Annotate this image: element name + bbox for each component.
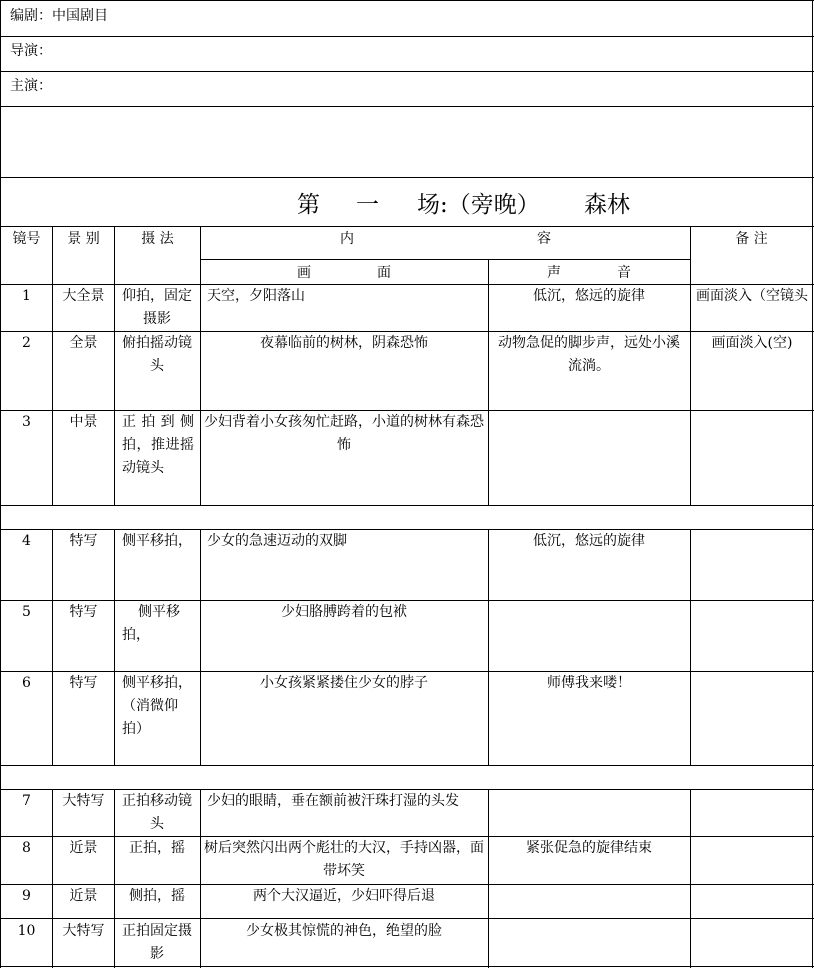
sound-content: 师傅我来喽！ xyxy=(547,675,631,691)
rule xyxy=(690,529,691,765)
shot-size: 特写 xyxy=(69,533,98,549)
rule xyxy=(488,789,489,968)
rule xyxy=(690,789,691,968)
shot-size: 大全景 xyxy=(62,288,105,304)
shot-size: 中景 xyxy=(69,414,98,430)
shot-size: 大特写 xyxy=(62,923,105,939)
picture-content: 夜幕临前的树林，阴森恐怖 xyxy=(260,335,428,351)
rule xyxy=(114,529,115,765)
picture-content: 天空，夕阳落山 xyxy=(207,288,305,304)
col-shot-no: 镜号 xyxy=(12,231,41,247)
col-shot-size: 景 别 xyxy=(67,231,100,247)
rule xyxy=(0,505,814,506)
border-top xyxy=(0,0,814,1)
shot-number: 7 xyxy=(22,793,31,809)
picture-content: 两个大汉逼近，少妇吓得后退 xyxy=(253,888,435,904)
rule xyxy=(488,529,489,765)
col-camera: 摄 法 xyxy=(141,231,174,247)
scene-title-part4: 森林 xyxy=(584,192,630,218)
rule xyxy=(200,789,201,968)
remarks: 画面淡入（空镜头 xyxy=(696,288,808,304)
rule xyxy=(0,918,814,919)
scene-title-part1: 第 xyxy=(297,192,320,218)
picture-content: 少女的急速迈动的双脚 xyxy=(207,533,347,549)
shot-size: 近景 xyxy=(69,840,98,856)
shot-number: 6 xyxy=(22,675,31,691)
rule xyxy=(200,259,690,260)
col-sound-b: 音 xyxy=(617,265,631,281)
rule xyxy=(690,226,691,505)
shot-number: 2 xyxy=(22,335,31,351)
rule xyxy=(0,765,814,766)
col-picture-b: 面 xyxy=(377,265,391,281)
rule xyxy=(0,966,814,967)
col-picture-a: 画 xyxy=(297,265,311,281)
shot-number: 9 xyxy=(22,888,31,904)
rule xyxy=(0,177,814,178)
shot-size: 近景 xyxy=(69,888,98,904)
col-sound-a: 声 xyxy=(547,265,561,281)
sound-content: 动物急促的脚步声，远处小溪流淌。 xyxy=(498,335,680,374)
shot-number: 10 xyxy=(17,923,36,939)
shot-number: 5 xyxy=(22,604,31,620)
shot-size: 大特写 xyxy=(62,793,105,809)
shot-size: 特写 xyxy=(69,604,98,620)
shot-number: 1 xyxy=(22,288,31,304)
shot-number: 3 xyxy=(22,414,31,430)
rule xyxy=(488,259,489,505)
rule xyxy=(200,529,201,765)
camera-method: 正拍，摇 xyxy=(129,840,185,856)
border-left xyxy=(0,0,1,968)
lead-line: 主演： xyxy=(10,78,52,94)
sound-content: 紧张促急的旋律结束 xyxy=(526,840,652,856)
rule xyxy=(114,789,115,968)
shot-number: 4 xyxy=(22,533,31,549)
camera-method: 正拍移动镜头 xyxy=(122,793,192,832)
camera-method: 侧平移拍，（消微仰拍） xyxy=(122,675,192,737)
scene-title-part3: 场:（旁晚） xyxy=(417,192,540,218)
writer-line: 编剧：中国剧目 xyxy=(10,8,108,24)
camera-method: 侧平移拍， xyxy=(122,533,192,549)
director-line: 导演： xyxy=(10,43,52,59)
col-remarks: 备 注 xyxy=(735,231,768,247)
picture-content: 少妇胳膊跨着的包袱 xyxy=(281,604,407,620)
camera-method: 侧平移拍， xyxy=(122,604,180,643)
camera-method: 正拍固定摄影 xyxy=(122,923,192,962)
col-content-b: 容 xyxy=(537,231,551,247)
remarks: 画面淡入(空) xyxy=(711,335,793,351)
picture-content: 少妇的眼睛，垂在额前被汗珠打湿的头发 xyxy=(207,793,459,809)
col-content-a: 内 xyxy=(340,231,354,247)
border-right xyxy=(812,0,813,968)
sound-content: 低沉，悠远的旋律 xyxy=(533,533,645,549)
picture-content: 树后突然闪出两个彪壮的大汉，手持凶器，面带坏笑 xyxy=(204,840,484,879)
rule xyxy=(0,106,814,107)
rule xyxy=(200,226,201,505)
camera-method: 侧拍，摇 xyxy=(129,888,185,904)
sound-content: 低沉，悠远的旋律 xyxy=(533,288,645,304)
rule xyxy=(0,71,814,72)
rule xyxy=(114,226,115,505)
shot-size: 特写 xyxy=(69,675,98,691)
picture-content: 少女极其惊慌的神色，绝望的脸 xyxy=(246,923,442,939)
scene-title-part2: 一 xyxy=(356,192,379,218)
rule xyxy=(52,226,53,505)
camera-method: 仰拍，固定摄影 xyxy=(122,288,192,327)
rule xyxy=(0,36,814,37)
scene-title xyxy=(200,186,814,220)
rule xyxy=(52,529,53,765)
shot-size: 全景 xyxy=(69,335,98,351)
camera-method: 俯拍摇动镜头 xyxy=(122,335,192,374)
camera-method: 正拍到侧拍，推进摇动镜头 xyxy=(122,414,194,476)
picture-content: 小女孩紧紧搂住少女的脖子 xyxy=(260,675,428,691)
rule xyxy=(0,226,814,227)
shot-number: 8 xyxy=(22,840,31,856)
picture-content: 少妇背着小女孩匆忙赶路，小道的树林有森恐怖 xyxy=(204,414,484,453)
